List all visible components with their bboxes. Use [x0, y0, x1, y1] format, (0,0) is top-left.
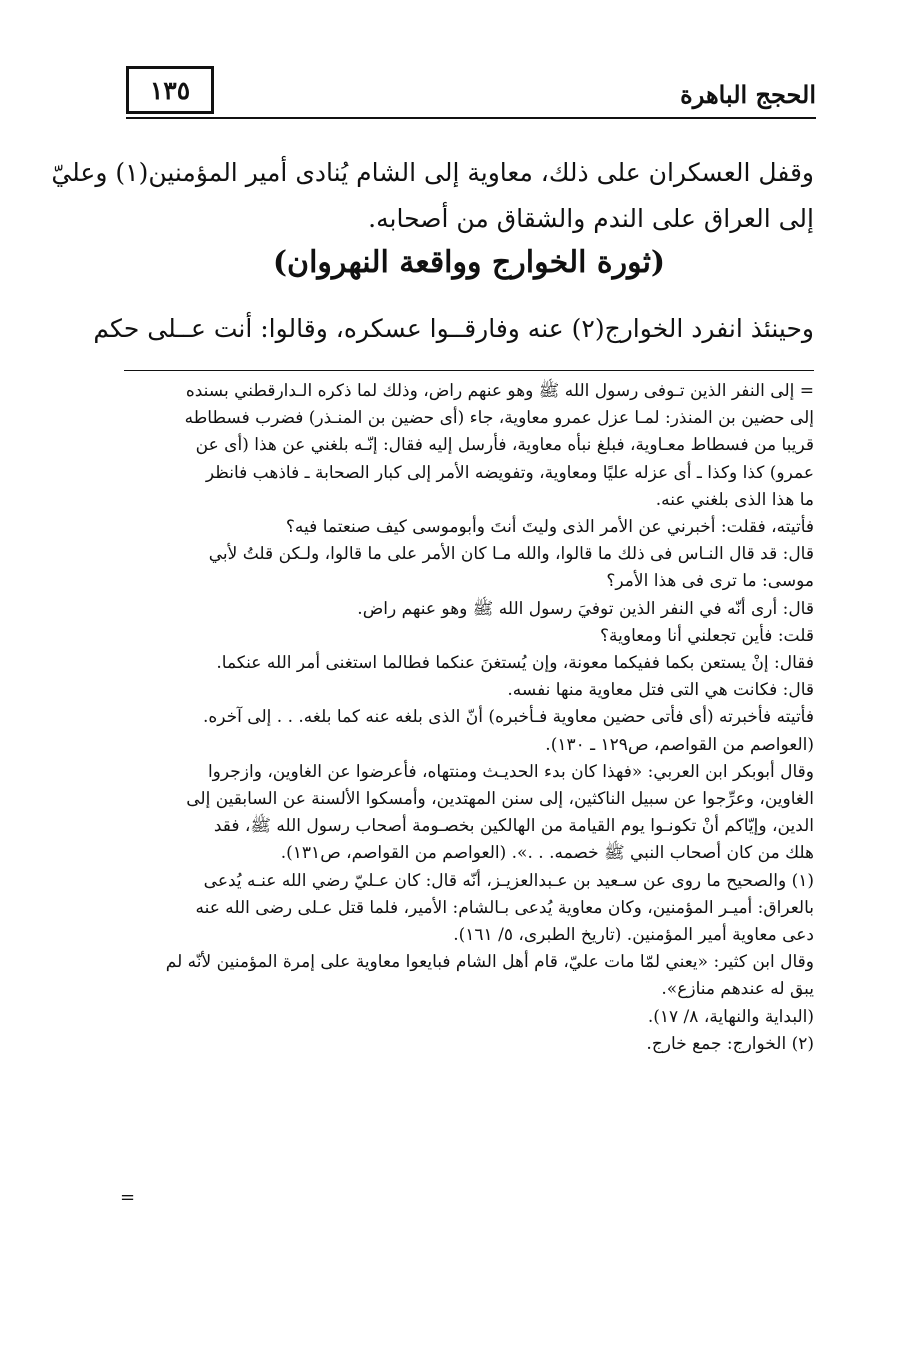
footnote-line: فأتيته فأخبرته (أى فأتى حضين معاوية فـأخبره) أنّ الذى بلغه عنه كما بلغه. . . إلى آخره.	[202, 707, 814, 728]
footnote-line: إلى حضين بن المنذر: لمـا عزل عمرو معاوية، جاء (أى حضين بن المنـذر) فضرب فسطاطه	[184, 408, 814, 429]
main-line: وقفل العسكران على ذلك، معاوية إلى الشام يُنادى أمير المؤمنين(١) وعليّ	[51, 158, 814, 187]
footnote-line: الغاوين، وعرِّجوا عن سبيل الناكثين، إلى سنن المهتدين، وأمسكوا الألسنة عن السابقين إلى	[186, 789, 814, 810]
footnote-line: فقال: إنْ يستعن بكما ففيكما معونة، وإن يُستغنَ عنكما فطالما استغنى أمر الله عنكما.	[216, 653, 814, 674]
footnote-line: وقال ابن كثير: «يعني لمّا مات عليّ، قام أهل الشام فبايعوا معاوية على إمرة المؤمنين لأنّه لم	[165, 952, 814, 973]
footnote-line: الدين، وإيّاكم أنْ تكونـوا يوم القيامة من الهالكين بخصـومة أصحاب رسول الله ﷺ، فقد	[213, 816, 814, 837]
continuation-mark: =	[120, 1187, 136, 1208]
footnote-line: = إلى النفر الذين تـوفى رسول الله ﷺ وهو عنهم راض، وذلك لما ذكره الـدارقطني بسنده	[185, 381, 814, 401]
footnote-line: يبق له عندهم منازع».	[661, 979, 814, 1000]
running-title: الحجج الباهرة	[680, 80, 816, 109]
footnote-line: قريبا من فسطاط معـاوية، فبلغ نبأه معاوية، فأرسل إليه فقال: إنّـه بلغني عن هذا (أى عن	[195, 435, 814, 456]
footnote-line: دعى معاوية أمير المؤمنين. (تاريخ الطبرى، ٥/ ١٦١).	[453, 925, 814, 946]
header-rule	[126, 117, 816, 119]
main-line: وحينئذ انفرد الخوارج(٢) عنه وفارقــوا عسكره، وقالوا: أنت عــلى حكم	[93, 314, 814, 343]
footnote-line: عمرو) كذا وكذا ـ أى عزله عليًا ومعاوية، وتفويضه الأمر إلى كبار الصحابة ـ فاذهب فانظر	[205, 462, 814, 483]
footnote-separator	[124, 370, 814, 371]
footnote-line: موسى: ما ترى فى هذا الأمر؟	[606, 571, 814, 592]
main-paragraph-1	[51, 150, 814, 242]
main-line: إلى العراق على الندم والشقاق من أصحابه.	[368, 204, 814, 233]
page-number: ١٣٥	[126, 66, 214, 114]
footnote-line: قال: قد قال النـاس فى ذلك ما قالوا، والله مـا كان الأمر على ما قالوا، ولـكن قلتُ لأبي	[208, 544, 814, 565]
footnote-line: قال: أرى أنّه في النفر الذين توفيَ رسول الله ﷺ وهو عنهم راض.	[357, 598, 814, 619]
footnote-line: (١) والصحيح ما روى عن سـعيد بن عـبدالعزيـز، أنّه قال: كان عـليّ رضي الله عنـه يُدعى	[203, 870, 814, 891]
footnote-line: ما هذا الذى بلغني عنه.	[655, 489, 814, 510]
footnote-line: بالعراق: أميـر المؤمنين، وكان معاوية يُدعى بـالشام: الأمير، فلما قتل عـلى رضى الله عنه	[195, 897, 814, 918]
page-header	[126, 66, 816, 120]
section-heading: (ثورة الخوارج وواقعة النهروان)	[272, 245, 666, 280]
footnote-line: قال: فكانت هي التى فتل معاوية منها نفسه.	[507, 680, 814, 701]
footnote-line: (البداية والنهاية، ٨/ ١٧).	[647, 1006, 814, 1027]
footnotes	[128, 378, 814, 1058]
footnote-line: (العواصم من القواصم، ص١٢٩ ـ ١٣٠).	[545, 734, 814, 755]
footnote-line: قلت: فأين تجعلني أنا ومعاوية؟	[599, 625, 814, 646]
footnote-line: وقال أبوبكر ابن العربي: «فهذا كان بدء الحديـث ومنتهاه، فأعرضوا عن الغاوين، وازجروا	[207, 761, 814, 782]
footnote-line: هلك من كان أصحاب النبي ﷺ خصمه. . .». (العواصم من القواصم، ص١٣١).	[280, 843, 814, 864]
footnote-line: (٢) الخوارج: جمع خارج.	[646, 1033, 814, 1054]
footnote-line: فأتيته، فقلت: أخبرني عن الأمر الذى وليتَ أنتَ وأبوموسى كيف صنعتما فيه؟	[285, 517, 814, 538]
main-paragraph-2	[93, 306, 814, 352]
